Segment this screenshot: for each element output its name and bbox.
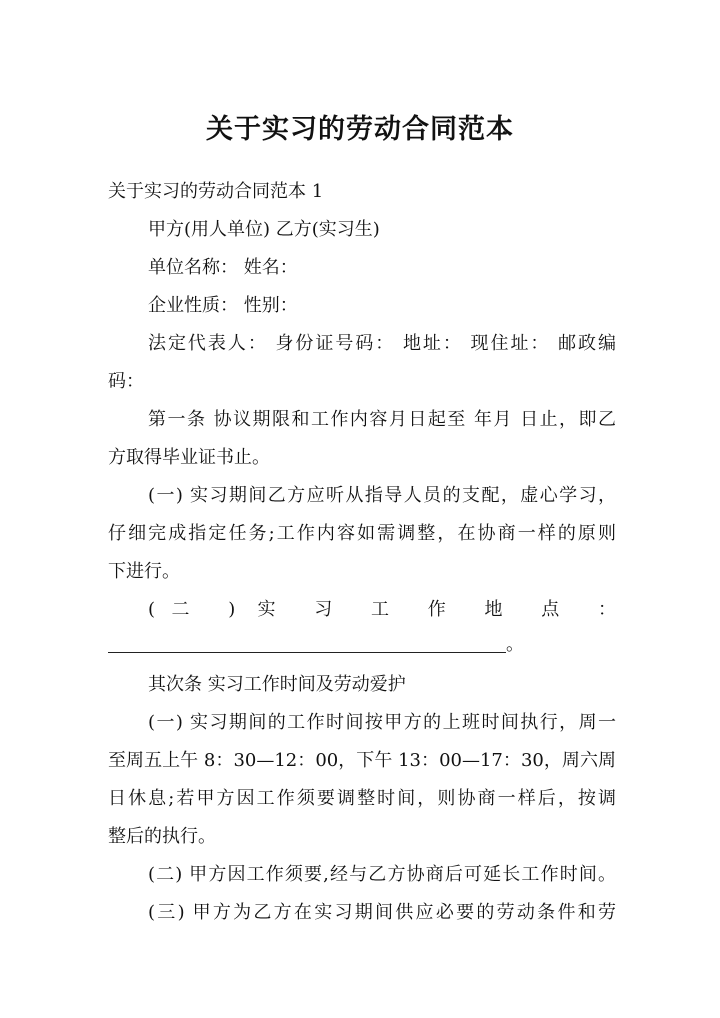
clause-one-line-3: 下进行。 [108, 561, 180, 582]
work-time-line-2: 至周五上午 8：30—12：00，下午 13：00—17：30，周六周 [108, 750, 616, 771]
labor-conditions-line: (三) 甲方为乙方在实习期间供应必要的劳动条件和劳 [148, 902, 616, 923]
party-header-line: 甲方(用人单位) 乙方(实习生) [148, 219, 380, 240]
document-title: 关于实习的劳动合同范本 [206, 114, 514, 145]
work-location-line: (二 ) 实 习 工 作 地 点 ： [148, 599, 616, 620]
work-time-line-3: 日休息;若甲方因工作须要调整时间，则协商一样后，按调 [108, 788, 616, 809]
article-one-line-2: 方取得毕业证书止。 [108, 447, 270, 468]
postal-code-line: 码： [108, 371, 144, 392]
work-location-blank-end: 。 [506, 634, 524, 655]
work-location-blank [108, 652, 506, 653]
work-time-line-4: 整后的执行。 [108, 826, 216, 847]
article-one-line-1: 第一条 协议期限和工作内容月日起至 年月 日止，即乙 [148, 409, 616, 430]
clause-one-line-2: 仔细完成指定任务;工作内容如需调整，在协商一样的原则 [108, 523, 616, 544]
document-subtitle: 关于实习的劳动合同范本 1 [108, 181, 324, 202]
overtime-line: (二) 甲方因工作须要,经与乙方协商后可延长工作时间。 [148, 864, 616, 885]
article-two-heading: 其次条 实习工作时间及劳动爱护 [148, 674, 406, 695]
work-time-line-1: (一) 实习期间的工作时间按甲方的上班时间执行，周一 [148, 712, 616, 733]
representative-line: 法定代表人： 身份证号码： 地址： 现住址： 邮政编 [148, 333, 616, 354]
unit-name-line: 单位名称： 姓名： [148, 257, 298, 278]
clause-one-line-1: (一) 实习期间乙方应听从指导人员的支配，虚心学习， [148, 485, 616, 506]
enterprise-nature-line: 企业性质： 性别： [148, 295, 298, 316]
